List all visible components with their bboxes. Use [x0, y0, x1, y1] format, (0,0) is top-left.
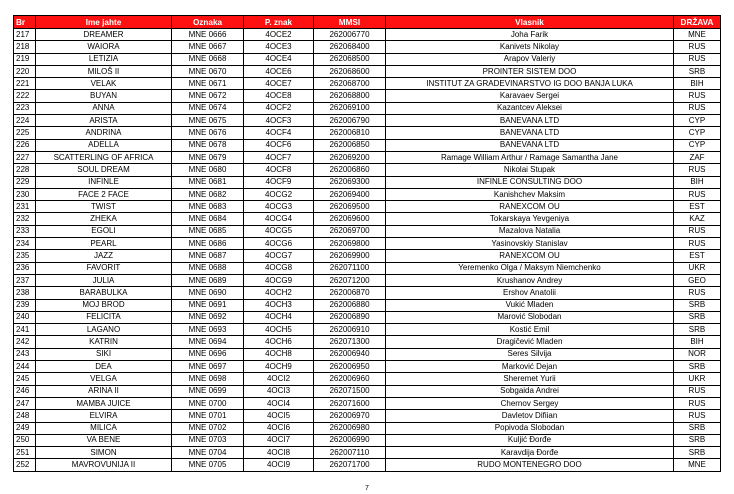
cell-ime-jahte: LAGANO: [36, 324, 172, 336]
table-row: [14, 29, 721, 41]
cell-ime-jahte: LETIZIA: [36, 53, 172, 65]
cell-ime-jahte: DEA: [36, 361, 172, 373]
cell-p-znak: 4OCG9: [244, 274, 314, 286]
cell-ime-jahte: ANNA: [36, 102, 172, 114]
table-row: [14, 90, 721, 102]
cell-vlasnik: BANEVANA LTD: [386, 127, 674, 139]
table-row: [14, 385, 721, 397]
cell-mmsi: 262071300: [314, 336, 386, 348]
table-row: [14, 410, 721, 422]
cell-mmsi: 262071500: [314, 385, 386, 397]
cell-br: 221: [14, 78, 36, 90]
cell-p-znak: 4OCG4: [244, 213, 314, 225]
table-row: [14, 250, 721, 262]
cell-ime-jahte: SOUL DREAM: [36, 164, 172, 176]
cell-ime-jahte: MILICA: [36, 422, 172, 434]
cell-drzava: RUS: [674, 53, 721, 65]
cell-p-znak: 4OCH3: [244, 299, 314, 311]
cell-vlasnik: INSTITUT ZA GRADEVINARSTVO IG DOO BANJA LUKA: [386, 78, 674, 90]
cell-vlasnik: Mazalova Natalia: [386, 225, 674, 237]
cell-br: 223: [14, 102, 36, 114]
cell-drzava: EST: [674, 201, 721, 213]
cell-mmsi: 262068500: [314, 53, 386, 65]
cell-mmsi: 262006870: [314, 287, 386, 299]
cell-br: 232: [14, 213, 36, 225]
cell-ime-jahte: ARINA II: [36, 385, 172, 397]
cell-p-znak: 4OCH9: [244, 361, 314, 373]
header-br: Br: [14, 16, 36, 29]
cell-br: 234: [14, 238, 36, 250]
cell-vlasnik: Sobgaida Andrei: [386, 385, 674, 397]
cell-oznaka: MNE 0676: [172, 127, 244, 139]
cell-vlasnik: Kuljić Đorđe: [386, 434, 674, 446]
cell-oznaka: MNE 0685: [172, 225, 244, 237]
cell-mmsi: 262071100: [314, 262, 386, 274]
cell-p-znak: 4OCH8: [244, 348, 314, 360]
cell-mmsi: 262006850: [314, 139, 386, 151]
cell-br: 248: [14, 410, 36, 422]
page-number: 7: [365, 485, 369, 492]
cell-mmsi: 262006980: [314, 422, 386, 434]
cell-vlasnik: Karavdija Đorđe: [386, 447, 674, 459]
table-row: [14, 115, 721, 127]
cell-vlasnik: Kanishchev Maksim: [386, 188, 674, 200]
cell-ime-jahte: MAMBA JUICE: [36, 397, 172, 409]
cell-br: 238: [14, 287, 36, 299]
cell-drzava: MNE: [674, 459, 721, 471]
cell-ime-jahte: ELVIRA: [36, 410, 172, 422]
header-mmsi: MMSI: [314, 16, 386, 29]
cell-mmsi: 262006960: [314, 373, 386, 385]
cell-vlasnik: Kostić Emil: [386, 324, 674, 336]
cell-br: 247: [14, 397, 36, 409]
cell-br: 227: [14, 151, 36, 163]
cell-vlasnik: Arapov Valeriy: [386, 53, 674, 65]
cell-drzava: SRB: [674, 311, 721, 323]
cell-br: 229: [14, 176, 36, 188]
table-row: [14, 299, 721, 311]
cell-vlasnik: Joha Farik: [386, 29, 674, 41]
cell-p-znak: 4OCE4: [244, 53, 314, 65]
cell-drzava: SRB: [674, 434, 721, 446]
cell-vlasnik: PROINTER SISTEM DOO: [386, 65, 674, 77]
cell-vlasnik: Yeremenko Olga / Maksym Niemchenko: [386, 262, 674, 274]
cell-mmsi: 262069900: [314, 250, 386, 262]
table-row: [14, 78, 721, 90]
cell-p-znak: 4OCE2: [244, 29, 314, 41]
cell-oznaka: MNE 0667: [172, 41, 244, 53]
table-row: [14, 213, 721, 225]
cell-p-znak: 4OCH5: [244, 324, 314, 336]
cell-vlasnik: Chernov Sergey: [386, 397, 674, 409]
cell-br: 235: [14, 250, 36, 262]
header-vlasnik: Vlasnik: [386, 16, 674, 29]
cell-p-znak: 4OCF6: [244, 139, 314, 151]
cell-vlasnik: RANEXCOM OU: [386, 201, 674, 213]
cell-drzava: UKR: [674, 262, 721, 274]
cell-oznaka: MNE 0680: [172, 164, 244, 176]
cell-br: 240: [14, 311, 36, 323]
cell-ime-jahte: MILOŠ II: [36, 65, 172, 77]
cell-br: 246: [14, 385, 36, 397]
cell-br: 236: [14, 262, 36, 274]
cell-ime-jahte: ARISTA: [36, 115, 172, 127]
cell-p-znak: 4OCF4: [244, 127, 314, 139]
cell-oznaka: MNE 0672: [172, 90, 244, 102]
cell-br: 233: [14, 225, 36, 237]
cell-p-znak: 4OCE7: [244, 78, 314, 90]
cell-mmsi: 262071200: [314, 274, 386, 286]
cell-drzava: SRB: [674, 447, 721, 459]
cell-oznaka: MNE 0675: [172, 115, 244, 127]
cell-p-znak: 4OCI4: [244, 397, 314, 409]
cell-p-znak: 4OCH6: [244, 336, 314, 348]
cell-oznaka: MNE 0683: [172, 201, 244, 213]
cell-mmsi: 262006770: [314, 29, 386, 41]
cell-vlasnik: Marović Slobodan: [386, 311, 674, 323]
cell-drzava: RUS: [674, 238, 721, 250]
cell-drzava: SRB: [674, 422, 721, 434]
cell-br: 242: [14, 336, 36, 348]
cell-vlasnik: Dragičević Mladen: [386, 336, 674, 348]
cell-oznaka: MNE 0679: [172, 151, 244, 163]
cell-p-znak: 4OCI8: [244, 447, 314, 459]
cell-p-znak: 4OCI9: [244, 459, 314, 471]
cell-br: 237: [14, 274, 36, 286]
cell-drzava: SRB: [674, 361, 721, 373]
cell-oznaka: MNE 0687: [172, 250, 244, 262]
cell-mmsi: 262069400: [314, 188, 386, 200]
cell-ime-jahte: TWIST: [36, 201, 172, 213]
cell-p-znak: 4OCH2: [244, 287, 314, 299]
cell-br: 243: [14, 348, 36, 360]
cell-p-znak: 4OCE8: [244, 90, 314, 102]
cell-ime-jahte: FELICITA: [36, 311, 172, 323]
cell-oznaka: MNE 0692: [172, 311, 244, 323]
cell-br: 225: [14, 127, 36, 139]
table-row: [14, 238, 721, 250]
cell-vlasnik: Kazantcev Aleksei: [386, 102, 674, 114]
cell-br: 252: [14, 459, 36, 471]
cell-vlasnik: Yasinovskiy Stanislav: [386, 238, 674, 250]
cell-ime-jahte: VELGA: [36, 373, 172, 385]
cell-mmsi: 262069700: [314, 225, 386, 237]
cell-mmsi: 262006790: [314, 115, 386, 127]
cell-oznaka: MNE 0666: [172, 29, 244, 41]
cell-oznaka: MNE 0697: [172, 361, 244, 373]
cell-p-znak: 4OCI5: [244, 410, 314, 422]
cell-br: 250: [14, 434, 36, 446]
table-row: [14, 262, 721, 274]
cell-mmsi: 262006910: [314, 324, 386, 336]
table-row: [14, 201, 721, 213]
cell-mmsi: 262006880: [314, 299, 386, 311]
cell-drzava: RUS: [674, 41, 721, 53]
table-row: [14, 434, 721, 446]
table-row: [14, 53, 721, 65]
cell-vlasnik: Marković Dejan: [386, 361, 674, 373]
cell-vlasnik: Kanivets Nikolay: [386, 41, 674, 53]
table-row: [14, 164, 721, 176]
cell-drzava: CYP: [674, 115, 721, 127]
cell-mmsi: 262006940: [314, 348, 386, 360]
cell-drzava: RUS: [674, 102, 721, 114]
header-drzava: DRŽAVA: [674, 16, 721, 29]
cell-mmsi: 262068700: [314, 78, 386, 90]
cell-vlasnik: Krushanov Andrey: [386, 274, 674, 286]
cell-oznaka: MNE 0688: [172, 262, 244, 274]
header-row: [14, 16, 721, 29]
cell-oznaka: MNE 0702: [172, 422, 244, 434]
cell-oznaka: MNE 0705: [172, 459, 244, 471]
cell-p-znak: 4OCG6: [244, 238, 314, 250]
cell-mmsi: 262069600: [314, 213, 386, 225]
cell-oznaka: MNE 0682: [172, 188, 244, 200]
cell-br: 251: [14, 447, 36, 459]
cell-p-znak: 4OCG8: [244, 262, 314, 274]
cell-vlasnik: Ershov Anatolii: [386, 287, 674, 299]
cell-mmsi: 262069800: [314, 238, 386, 250]
cell-drzava: CYP: [674, 127, 721, 139]
cell-drzava: RUS: [674, 385, 721, 397]
cell-oznaka: MNE 0704: [172, 447, 244, 459]
table-row: [14, 65, 721, 77]
cell-oznaka: MNE 0684: [172, 213, 244, 225]
cell-oznaka: MNE 0670: [172, 65, 244, 77]
cell-p-znak: 4OCF9: [244, 176, 314, 188]
cell-drzava: BIH: [674, 336, 721, 348]
cell-drzava: UKR: [674, 373, 721, 385]
header-ime-jahte: Ime jahte: [36, 16, 172, 29]
cell-br: 230: [14, 188, 36, 200]
cell-drzava: RUS: [674, 164, 721, 176]
cell-br: 220: [14, 65, 36, 77]
cell-vlasnik: Vukić Mladen: [386, 299, 674, 311]
cell-vlasnik: Ramage William Arthur / Ramage Samantha Jane: [386, 151, 674, 163]
table-row: [14, 336, 721, 348]
cell-ime-jahte: ZHEKA: [36, 213, 172, 225]
cell-ime-jahte: SIMON: [36, 447, 172, 459]
cell-vlasnik: BANEVANA LTD: [386, 115, 674, 127]
cell-vlasnik: RANEXCOM OU: [386, 250, 674, 262]
cell-mmsi: 262068800: [314, 90, 386, 102]
cell-drzava: RUS: [674, 287, 721, 299]
table-row: [14, 348, 721, 360]
table-row: [14, 139, 721, 151]
cell-mmsi: 262069100: [314, 102, 386, 114]
cell-mmsi: 262006810: [314, 127, 386, 139]
table-row: [14, 176, 721, 188]
cell-br: 222: [14, 90, 36, 102]
cell-ime-jahte: EGOLI: [36, 225, 172, 237]
cell-vlasnik: Karavaev Sergei: [386, 90, 674, 102]
cell-vlasnik: BANEVANA LTD: [386, 139, 674, 151]
cell-br: 249: [14, 422, 36, 434]
cell-ime-jahte: SIKI: [36, 348, 172, 360]
cell-vlasnik: Seres Silvija: [386, 348, 674, 360]
cell-mmsi: 262068600: [314, 65, 386, 77]
cell-oznaka: MNE 0668: [172, 53, 244, 65]
cell-oznaka: MNE 0699: [172, 385, 244, 397]
cell-p-znak: 4OCE6: [244, 65, 314, 77]
cell-p-znak: 4OCH4: [244, 311, 314, 323]
cell-vlasnik: Sheremet Yurii: [386, 373, 674, 385]
cell-br: 217: [14, 29, 36, 41]
cell-oznaka: MNE 0681: [172, 176, 244, 188]
table-row: [14, 459, 721, 471]
cell-p-znak: 4OCG7: [244, 250, 314, 262]
cell-drzava: EST: [674, 250, 721, 262]
cell-br: 228: [14, 164, 36, 176]
cell-oznaka: MNE 0691: [172, 299, 244, 311]
cell-ime-jahte: VA BENE: [36, 434, 172, 446]
cell-br: 218: [14, 41, 36, 53]
yacht-register-table: [13, 15, 721, 472]
table-row: [14, 311, 721, 323]
cell-mmsi: 262007110: [314, 447, 386, 459]
cell-drzava: RUS: [674, 90, 721, 102]
cell-p-znak: 4OCI7: [244, 434, 314, 446]
table-row: [14, 324, 721, 336]
cell-drzava: CYP: [674, 139, 721, 151]
cell-mmsi: 262071700: [314, 459, 386, 471]
cell-oznaka: MNE 0674: [172, 102, 244, 114]
table-row: [14, 373, 721, 385]
cell-drzava: KAZ: [674, 213, 721, 225]
cell-ime-jahte: DREAMER: [36, 29, 172, 41]
cell-oznaka: MNE 0701: [172, 410, 244, 422]
table-row: [14, 102, 721, 114]
cell-p-znak: 4OCF3: [244, 115, 314, 127]
cell-p-znak: 4OCF2: [244, 102, 314, 114]
cell-vlasnik: Nikolai Stupak: [386, 164, 674, 176]
cell-drzava: SRB: [674, 299, 721, 311]
cell-ime-jahte: ADELLA: [36, 139, 172, 151]
cell-ime-jahte: WAIORA: [36, 41, 172, 53]
cell-ime-jahte: BUYAN: [36, 90, 172, 102]
table-row: [14, 361, 721, 373]
cell-p-znak: 4OCG3: [244, 201, 314, 213]
table-row: [14, 127, 721, 139]
cell-mmsi: 262006990: [314, 434, 386, 446]
cell-mmsi: 262068400: [314, 41, 386, 53]
cell-drzava: MNE: [674, 29, 721, 41]
cell-drzava: RUS: [674, 397, 721, 409]
cell-oznaka: MNE 0689: [172, 274, 244, 286]
cell-p-znak: 4OCF8: [244, 164, 314, 176]
table-row: [14, 188, 721, 200]
cell-oznaka: MNE 0698: [172, 373, 244, 385]
cell-drzava: NOR: [674, 348, 721, 360]
cell-vlasnik: INFINLE CONSULTING DOO: [386, 176, 674, 188]
cell-vlasnik: Popivoda Slobodan: [386, 422, 674, 434]
table-body: [14, 29, 721, 472]
cell-ime-jahte: ANDRINA: [36, 127, 172, 139]
cell-ime-jahte: BARABULKA: [36, 287, 172, 299]
cell-br: 241: [14, 324, 36, 336]
cell-ime-jahte: FAVORIT: [36, 262, 172, 274]
cell-br: 231: [14, 201, 36, 213]
cell-ime-jahte: FACE 2 FACE: [36, 188, 172, 200]
cell-oznaka: MNE 0696: [172, 348, 244, 360]
cell-drzava: SRB: [674, 65, 721, 77]
cell-drzava: ZAF: [674, 151, 721, 163]
table-row: [14, 287, 721, 299]
cell-p-znak: 4OCI6: [244, 422, 314, 434]
cell-drzava: GEO: [674, 274, 721, 286]
cell-drzava: SRB: [674, 324, 721, 336]
cell-br: 245: [14, 373, 36, 385]
cell-drzava: BIH: [674, 176, 721, 188]
cell-mmsi: 262006890: [314, 311, 386, 323]
table-row: [14, 422, 721, 434]
table-row: [14, 151, 721, 163]
cell-oznaka: MNE 0703: [172, 434, 244, 446]
cell-p-znak: 4OCI3: [244, 385, 314, 397]
cell-br: 239: [14, 299, 36, 311]
cell-mmsi: 262006950: [314, 361, 386, 373]
cell-mmsi: 262006860: [314, 164, 386, 176]
cell-br: 219: [14, 53, 36, 65]
header-p-znak: P. znak: [244, 16, 314, 29]
cell-drzava: RUS: [674, 225, 721, 237]
table-row: [14, 41, 721, 53]
cell-oznaka: MNE 0700: [172, 397, 244, 409]
cell-br: 224: [14, 115, 36, 127]
cell-mmsi: 262006970: [314, 410, 386, 422]
table-row: [14, 225, 721, 237]
cell-ime-jahte: MOJ BROD: [36, 299, 172, 311]
cell-vlasnik: Tokarskaya Yevgeniya: [386, 213, 674, 225]
cell-p-znak: 4OCG2: [244, 188, 314, 200]
header-oznaka: Oznaka: [172, 16, 244, 29]
cell-drzava: RUS: [674, 410, 721, 422]
cell-drzava: RUS: [674, 188, 721, 200]
cell-p-znak: 4OCE3: [244, 41, 314, 53]
cell-oznaka: MNE 0693: [172, 324, 244, 336]
cell-ime-jahte: MAVROVUNIJA II: [36, 459, 172, 471]
cell-br: 244: [14, 361, 36, 373]
cell-ime-jahte: SCATTERLING OF AFRICA: [36, 151, 172, 163]
cell-oznaka: MNE 0678: [172, 139, 244, 151]
cell-mmsi: 262069500: [314, 201, 386, 213]
cell-oznaka: MNE 0686: [172, 238, 244, 250]
cell-oznaka: MNE 0690: [172, 287, 244, 299]
cell-vlasnik: Davletov Difiian: [386, 410, 674, 422]
cell-ime-jahte: KATRIN: [36, 336, 172, 348]
cell-oznaka: MNE 0671: [172, 78, 244, 90]
cell-mmsi: 262071600: [314, 397, 386, 409]
cell-mmsi: 262069300: [314, 176, 386, 188]
cell-ime-jahte: JAZZ: [36, 250, 172, 262]
cell-p-znak: 4OCG5: [244, 225, 314, 237]
cell-ime-jahte: VELAK: [36, 78, 172, 90]
table-row: [14, 274, 721, 286]
cell-drzava: BIH: [674, 78, 721, 90]
cell-mmsi: 262069200: [314, 151, 386, 163]
table-row: [14, 447, 721, 459]
cell-ime-jahte: PEARL: [36, 238, 172, 250]
cell-ime-jahte: INFINLE: [36, 176, 172, 188]
cell-p-znak: 4OCF7: [244, 151, 314, 163]
cell-ime-jahte: JULIA: [36, 274, 172, 286]
cell-p-znak: 4OCI2: [244, 373, 314, 385]
cell-vlasnik: RUDO MONTENEGRO DOO: [386, 459, 674, 471]
table-row: [14, 397, 721, 409]
cell-br: 226: [14, 139, 36, 151]
cell-oznaka: MNE 0694: [172, 336, 244, 348]
